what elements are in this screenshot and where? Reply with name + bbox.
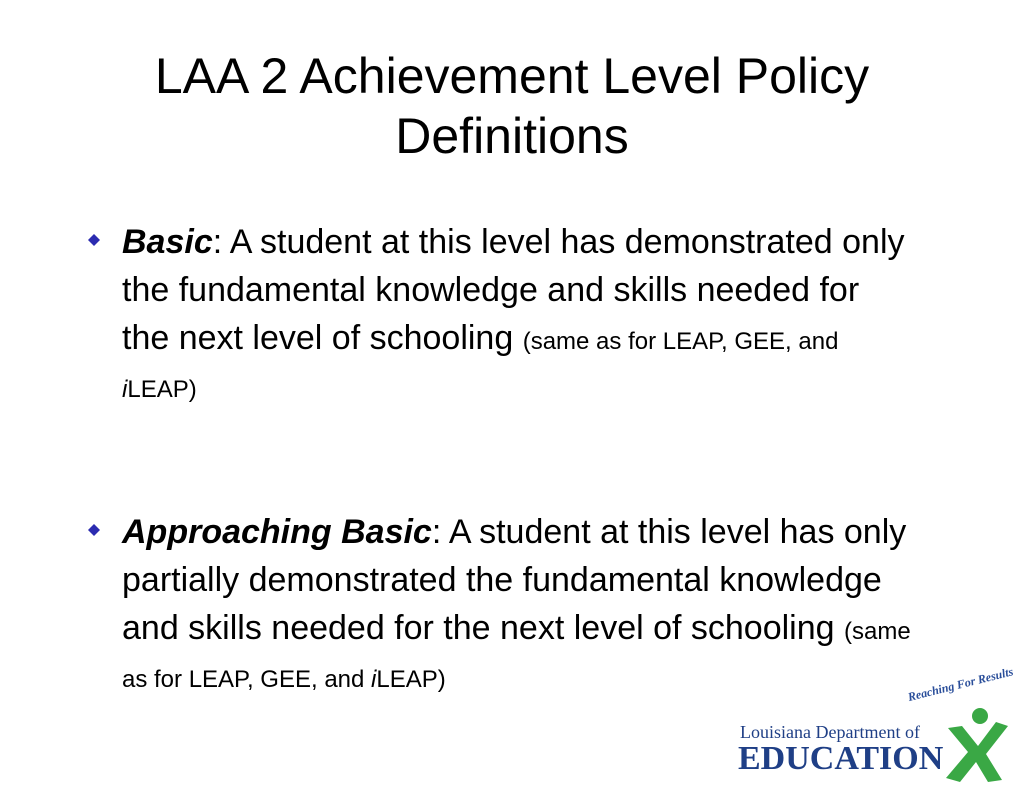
diamond-bullet-icon — [88, 524, 100, 536]
note-prefix: (same as for LEAP, GEE, and — [522, 328, 839, 355]
bullet-term: Basic — [122, 223, 213, 261]
bullet-definition: A student at this level has demonstrated only the fundamental knowledge and skills needed for the next level of schooling — [122, 223, 905, 357]
logo-line-education: EDUCATION — [738, 740, 944, 777]
note-italic: i — [371, 666, 377, 693]
diamond-bullet-icon — [88, 234, 100, 246]
slide-title: LAA 2 Achievement Level Policy Definitions — [154, 48, 870, 164]
bullet-text — [122, 508, 912, 700]
logo-tagline: Reaching For Results — [906, 664, 1015, 705]
note-suffix: LEAP) — [376, 666, 446, 693]
louisiana-education-logo — [734, 664, 1020, 786]
logo-line-department: Louisiana Department of — [740, 722, 920, 742]
bullet-separator: : — [431, 513, 442, 551]
note-prefix: (same as for LEAP, GEE, and — [122, 618, 911, 693]
bullet-separator: : — [212, 223, 223, 261]
note-suffix: LEAP) — [127, 376, 197, 403]
bullet-term: Approaching Basic — [122, 513, 432, 551]
bullet-definition: A student at this level has only partially demonstrated the fundamental knowledge and skills needed for the next level of schooling — [122, 513, 907, 647]
note-italic: i — [122, 376, 128, 403]
green-x-figure-icon — [940, 706, 1012, 782]
bullet-text — [122, 218, 912, 410]
